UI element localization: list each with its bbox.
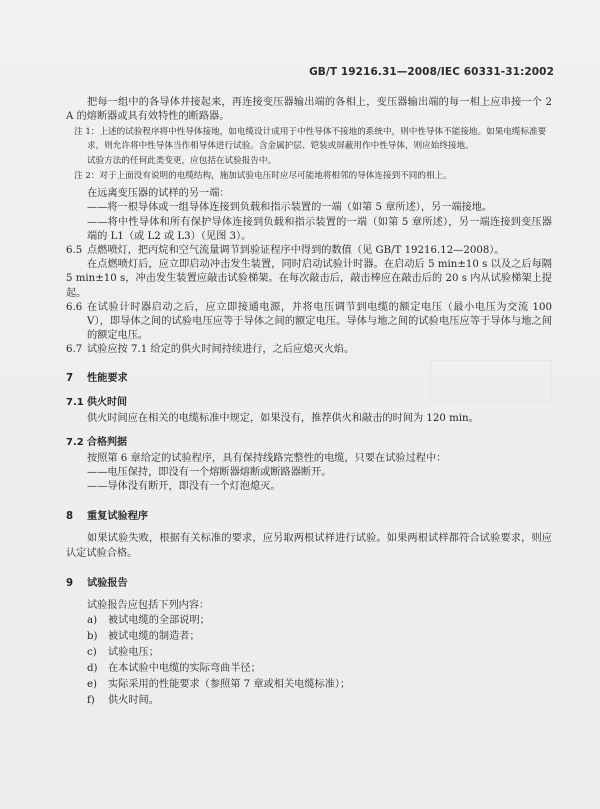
clause-number: 6.5 (66, 245, 83, 257)
note-1: 注 1：上述的试验程序将中性导体接地，如电缆设计成用于中性导体不接地的系统中，则中性导体不能接地。如果电缆标准要求，则允许将中性导体当作相导体进行试验。含金属护层、铠装或屏蔽用作中性导体，则应始终接地。 (74, 127, 547, 151)
clause-number: 6.7 (66, 344, 83, 356)
far-end-paragraph: 在远离变压器的试样的另一端： (87, 188, 230, 200)
list-item (66, 693, 552, 709)
section-number: 8 (66, 511, 74, 523)
clause-text: 在试验计时器启动之后，应立即接通电源，并将电压调节到电缆的额定电压（最小电压为交流 100 V），即导体之间的试验电压应等于导体之间的额定电压。导体与地之间的试验电压应等于导体与地之间的额定电压。 (87, 301, 552, 342)
far-end-dash-1: ——将一根导体或一组导体连接到负载和指示装置的一端（如第 5 章所述），另一端接地。 (87, 202, 493, 214)
list-label: c) (87, 647, 97, 659)
list-text: 供火时间。 (108, 695, 159, 707)
clause-6-5 (66, 244, 552, 258)
section-title: 合格判据 (87, 436, 127, 448)
section-7-heading (66, 372, 552, 386)
section-title: 供火时间 (87, 396, 127, 408)
criterion-dash-1: ——电压保持，即没有一个熔断器熔断或断路器断开。 (87, 467, 332, 479)
clause-text: 点燃喷灯，把丙烷和空气流量调节到验证程序中得到的数值（见 GB/T 19216.12—2008）。 (87, 245, 505, 257)
clause-number: 6.6 (66, 301, 83, 313)
list-label: b) (87, 631, 98, 643)
list-text: 实际采用的性能要求（参照第 7 章或相关电缆标准）； (108, 679, 351, 691)
section-number: 7 (66, 372, 74, 384)
section-title: 性能要求 (87, 372, 128, 384)
criterion-dash-2: ——导体没有断开，即没有一个灯泡熄灭。 (87, 481, 281, 493)
section-7-1-text: 供火时间应在相关的电缆标准中规定，如果没有，推荐供火和敲击的时间为 120 min。 (87, 412, 479, 424)
list-text: 试验电压； (108, 647, 159, 659)
section-9-text: 试验报告应包括下列内容： (87, 599, 210, 611)
report-items-list (66, 613, 552, 709)
section-title: 重复试验程序 (87, 511, 149, 523)
section-7-1-heading (66, 396, 552, 410)
list-label: d) (87, 663, 98, 675)
list-text: 被试电缆的制造者； (108, 631, 200, 643)
list-item (66, 677, 552, 693)
standard-header: GB/T 19216.31—2008/IEC 60331-31:2002 (309, 66, 554, 78)
list-label: f) (87, 695, 95, 707)
list-label: a) (87, 615, 98, 627)
clause-6-6 (66, 301, 552, 344)
section-9-heading (66, 577, 552, 591)
far-end-dash-2: ——将中性导体和所有保护导体连接到负载和指示装置的一端（如第 5 章所述），另一端连接到变压器端的 L1（或 L2 或 L3）（见图 3）。 (87, 216, 552, 242)
clause-6-5-detail: 在点燃喷灯后，应立即启动冲击发生装置，同时启动试验计时器。在启动后 5 min±10 s 以及之后每隔 5 min±10 s，冲击发生装置应敲击试验梯架。在每次敲击后，敲击棒应在敲击后的 20 s 内从试验梯架上提起。 (66, 259, 552, 299)
section-title: 试验报告 (87, 577, 128, 589)
note-1-continued: 试验方法的任何此类变更，应包括在试验报告中。 (87, 155, 277, 166)
section-number: 9 (66, 577, 74, 589)
list-item (66, 661, 552, 677)
section-7-2-text: 按照第 6 章给定的试验程序，具有保持线路完整性的电缆，只要在试验过程中： (87, 452, 447, 464)
page-body (66, 96, 552, 709)
note-2: 注 2：对于上面没有说明的电缆结构，施加试验电压时应尽可能地将相邻的导体连接到不同的相上。 (74, 171, 452, 182)
clause-6-7 (66, 343, 552, 357)
section-number: 7.2 (66, 436, 84, 448)
list-text: 在本试验中电缆的实际弯曲半径； (108, 663, 261, 675)
section-7-2-heading (66, 436, 552, 450)
section-8-text: 如果试验失败，根据有关标准的要求，应另取两根试样进行试验。如果两根试样都符合试验要求，则应认定试验合格。 (66, 533, 552, 559)
list-item (66, 629, 552, 645)
list-item (66, 613, 552, 629)
intro-paragraph: 把每一组中的各导体并接起来，再连接变压器输出端的各相上，变压器输出端的每一相上应串接一个 2 A 的熔断器或具有效特性的断路器。 (66, 97, 552, 123)
section-8-heading (66, 510, 552, 524)
list-item (66, 645, 552, 661)
list-text: 被试电缆的全部说明； (108, 615, 210, 627)
section-number: 7.1 (66, 396, 84, 408)
clause-text: 试验应按 7.1 给定的供火时间持续进行，之后应熄灭火焰。 (87, 344, 355, 356)
list-label: e) (87, 679, 98, 691)
